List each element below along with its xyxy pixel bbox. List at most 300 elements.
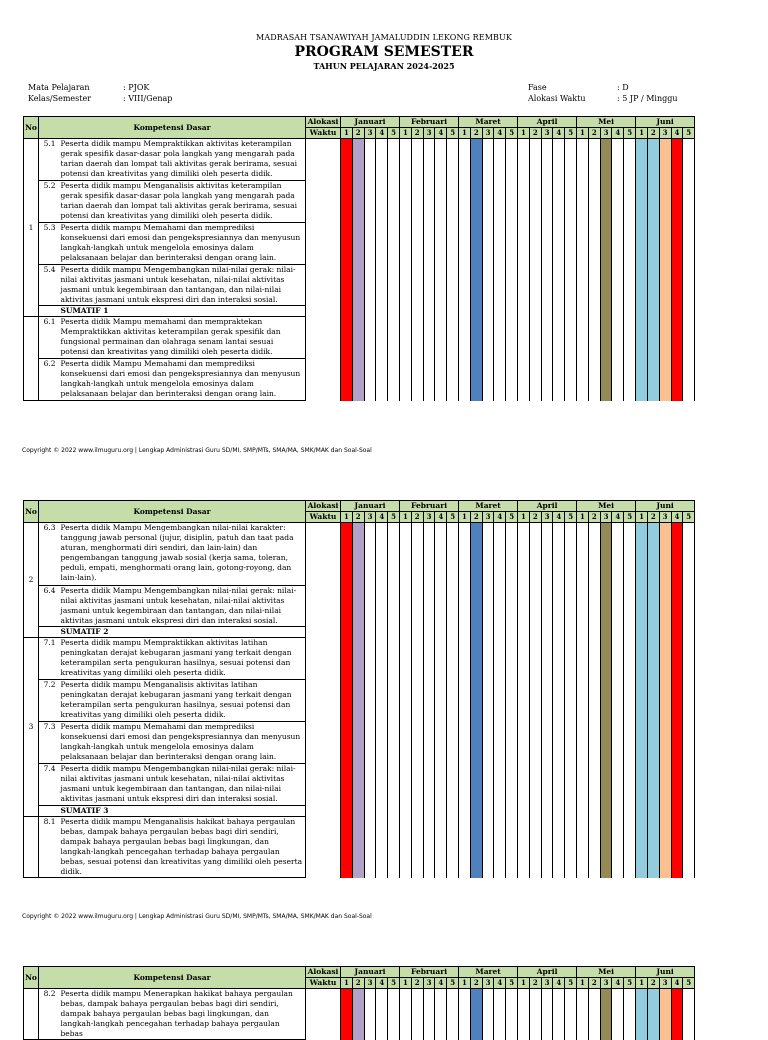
week-cell [388, 181, 400, 223]
week-cell [671, 638, 683, 680]
week-cell [423, 139, 435, 181]
week-cell [364, 989, 376, 1040]
week-cell [400, 359, 412, 401]
week-cell [671, 817, 683, 878]
week-cell [588, 586, 600, 627]
week-cell [341, 586, 353, 627]
week-cell [636, 586, 648, 627]
week-cell [518, 817, 530, 878]
week-cell [447, 523, 459, 586]
week-cell [470, 306, 482, 317]
week-cell [529, 817, 541, 878]
week-header: 1 [400, 512, 412, 523]
week-cell [352, 627, 364, 638]
week-header: 4 [494, 512, 506, 523]
week-header: 4 [376, 512, 388, 523]
week-cell [647, 586, 659, 627]
week-header: 3 [482, 512, 494, 523]
week-cell [376, 265, 388, 306]
week-header: 4 [494, 128, 506, 139]
week-cell [624, 638, 636, 680]
week-cell [376, 722, 388, 764]
week-cell [588, 722, 600, 764]
week-cell [352, 806, 364, 817]
competency-text: Peserta didik Mampu memahami dan mempraktekan Mempraktikkan aktivitas keterampilan gerak spesifik dan fungsional permainan dan olahraga senam lantai sesuai potensi dan kreativitas yang dimiliki oleh peserta didik. [59, 317, 306, 359]
week-cell [506, 638, 518, 680]
week-cell [494, 989, 506, 1040]
week-cell [565, 817, 577, 878]
week-cell [423, 181, 435, 223]
week-header: 1 [636, 512, 648, 523]
month-header: April [518, 501, 577, 512]
week-cell [671, 223, 683, 265]
week-cell [459, 139, 471, 181]
week-cell [683, 181, 695, 223]
week-cell [388, 306, 400, 317]
competency-code [39, 627, 59, 638]
week-cell [376, 359, 388, 401]
week-header: 3 [541, 512, 553, 523]
week-cell [659, 523, 671, 586]
week-cell [541, 306, 553, 317]
week-cell [341, 989, 353, 1040]
week-cell [482, 265, 494, 306]
week-cell [577, 317, 589, 359]
week-cell [671, 680, 683, 722]
week-header: 2 [352, 978, 364, 989]
time-label: Alokasi Waktu [528, 94, 586, 103]
week-cell [588, 181, 600, 223]
week-cell [388, 817, 400, 878]
week-cell [435, 523, 447, 586]
week-cell [565, 586, 577, 627]
week-cell [529, 317, 541, 359]
week-header: 3 [659, 512, 671, 523]
week-cell [447, 359, 459, 401]
week-cell [459, 223, 471, 265]
subject-label: Mata Pelajaran [28, 83, 90, 92]
week-cell [624, 317, 636, 359]
week-header: 5 [624, 512, 636, 523]
week-cell [577, 223, 589, 265]
week-cell [376, 139, 388, 181]
week-cell [411, 306, 423, 317]
week-header: 1 [518, 512, 530, 523]
week-header: 2 [647, 512, 659, 523]
week-cell [447, 627, 459, 638]
week-cell [683, 586, 695, 627]
week-cell [541, 586, 553, 627]
week-cell [341, 359, 353, 401]
week-cell [423, 359, 435, 401]
week-header: 3 [423, 128, 435, 139]
week-cell [659, 722, 671, 764]
competency-text: Peserta didik mampu Mengembangkan nilai-nilai gerak: nilai-nilai aktivitas jasmani untuk kesehatan, nilai-nilai aktivitas jasmani untuk kegembiraan dan tantangan, dan nilai-nilai aktivitas jasmani untuk ekspresi diri dan interaksi sosial. [59, 265, 306, 306]
row-number: 1 [24, 139, 39, 317]
week-cell [400, 586, 412, 627]
week-header: 1 [459, 978, 471, 989]
week-cell [612, 359, 624, 401]
competency-text: Peserta didik mampu Memahami dan memprediksi konsekuensi dari emosi dan pengekspresiannya dan menyusun langkah-langkah untuk mengelola emosinya dalam pelaksanaan belajar dan berinteraksi dengan orang lain. [59, 223, 306, 265]
competency-code: 7.4 [39, 764, 59, 806]
week-cell [636, 265, 648, 306]
week-cell [636, 627, 648, 638]
week-cell [494, 139, 506, 181]
week-cell [400, 806, 412, 817]
week-cell [659, 139, 671, 181]
row-number [24, 317, 39, 401]
week-cell [423, 722, 435, 764]
week-cell [388, 586, 400, 627]
week-header: 4 [553, 128, 565, 139]
week-cell [494, 317, 506, 359]
week-cell [388, 317, 400, 359]
no-header: No [24, 501, 39, 523]
week-header: 4 [553, 512, 565, 523]
week-cell [612, 680, 624, 722]
week-cell [470, 764, 482, 806]
week-cell [553, 586, 565, 627]
week-cell [671, 627, 683, 638]
week-cell [518, 306, 530, 317]
week-cell [647, 223, 659, 265]
week-header: 2 [411, 512, 423, 523]
week-cell [352, 817, 364, 878]
week-cell [435, 680, 447, 722]
allocation-cell [306, 223, 341, 265]
week-header: 5 [565, 978, 577, 989]
week-cell [494, 817, 506, 878]
week-cell [506, 817, 518, 878]
week-cell [553, 817, 565, 878]
week-cell [636, 680, 648, 722]
week-cell [553, 359, 565, 401]
week-cell [435, 586, 447, 627]
week-header: 5 [506, 128, 518, 139]
week-cell [376, 306, 388, 317]
week-cell [636, 989, 648, 1040]
week-cell [518, 317, 530, 359]
week-cell [400, 722, 412, 764]
week-cell [470, 359, 482, 401]
week-cell [553, 181, 565, 223]
competency-text: Peserta didik mampu Menganalisis hakikat bahaya pergaulan bebas, dampak bahaya pergaulan bebas bagi diri sendiri, dampak bahaya pergaulan bebas bagi lingkungan, dan langkah-langkah pencegahan terhadap bahaya pergaulan bebas, sesuai potensi dan kreativitas yang dimiliki oleh peserta didik. [59, 817, 306, 878]
week-cell [671, 359, 683, 401]
week-cell [411, 223, 423, 265]
week-cell [683, 989, 695, 1040]
week-cell [506, 989, 518, 1040]
month-header: April [518, 967, 577, 978]
week-cell [459, 722, 471, 764]
week-cell [494, 523, 506, 586]
week-cell [541, 265, 553, 306]
week-cell [435, 722, 447, 764]
week-cell [624, 817, 636, 878]
week-cell [529, 627, 541, 638]
week-cell [541, 638, 553, 680]
week-cell [647, 359, 659, 401]
week-header: 5 [683, 128, 695, 139]
week-cell [352, 638, 364, 680]
week-cell [447, 722, 459, 764]
week-cell [588, 806, 600, 817]
week-cell [600, 722, 612, 764]
week-header: 2 [470, 128, 482, 139]
week-cell [400, 317, 412, 359]
allocation-header: Alokasi [306, 117, 341, 128]
week-header: 2 [352, 128, 364, 139]
school-name: MADRASAH TSANAWIYAH JAMALUDDIN LEKONG REMBUK [256, 33, 512, 42]
week-cell [600, 523, 612, 586]
week-cell [482, 806, 494, 817]
week-header: 1 [636, 128, 648, 139]
week-header: 2 [647, 128, 659, 139]
allocation-cell [306, 265, 341, 306]
week-cell [341, 306, 353, 317]
competency-code: 5.1 [39, 139, 59, 181]
week-cell [411, 638, 423, 680]
week-cell [482, 989, 494, 1040]
month-header: Juni [636, 501, 695, 512]
week-cell [423, 523, 435, 586]
week-cell [506, 317, 518, 359]
week-cell [683, 638, 695, 680]
allocation-header: Alokasi [306, 967, 341, 978]
week-cell [447, 317, 459, 359]
week-cell [506, 806, 518, 817]
allocation-header: Alokasi [306, 501, 341, 512]
week-cell [577, 181, 589, 223]
week-cell [364, 722, 376, 764]
week-cell [565, 806, 577, 817]
week-header: 5 [683, 512, 695, 523]
week-cell [459, 317, 471, 359]
week-cell [459, 306, 471, 317]
allocation-cell [306, 181, 341, 223]
week-cell [647, 306, 659, 317]
allocation-cell [306, 764, 341, 806]
allocation-cell [306, 306, 341, 317]
allocation-cell [306, 627, 341, 638]
week-cell [411, 359, 423, 401]
week-cell [364, 317, 376, 359]
week-cell [470, 627, 482, 638]
competency-code [39, 306, 59, 317]
week-cell [459, 627, 471, 638]
week-cell [671, 806, 683, 817]
week-cell [388, 680, 400, 722]
competency-text: Peserta didik mampu Memahami dan memprediksi konsekuensi dari emosi dan pengekspresiannya dan menyusun langkah-langkah untuk mengelola emosinya dalam pelaksanaan belajar dan berinteraksi dengan orang lain. [59, 722, 306, 764]
week-header: 5 [447, 128, 459, 139]
week-cell [352, 722, 364, 764]
week-cell [459, 680, 471, 722]
week-cell [624, 306, 636, 317]
week-cell [423, 586, 435, 627]
week-cell [647, 638, 659, 680]
week-cell [671, 265, 683, 306]
week-cell [553, 722, 565, 764]
week-cell [565, 764, 577, 806]
week-cell [341, 722, 353, 764]
allocation-cell [306, 359, 341, 401]
week-cell [459, 638, 471, 680]
week-cell [411, 586, 423, 627]
week-cell [671, 523, 683, 586]
allocation-cell [306, 989, 341, 1040]
week-cell [494, 722, 506, 764]
week-cell [376, 627, 388, 638]
week-cell [624, 806, 636, 817]
allocation-cell [306, 317, 341, 359]
week-cell [423, 223, 435, 265]
week-header: 2 [588, 978, 600, 989]
week-header: 5 [624, 978, 636, 989]
week-cell [588, 680, 600, 722]
week-cell [612, 817, 624, 878]
week-cell [659, 627, 671, 638]
week-cell [447, 586, 459, 627]
week-cell [577, 764, 589, 806]
week-cell [659, 306, 671, 317]
week-cell [553, 523, 565, 586]
month-header: Februari [400, 501, 459, 512]
week-cell [647, 817, 659, 878]
week-cell [506, 223, 518, 265]
week-cell [482, 586, 494, 627]
row-number [24, 989, 39, 1040]
week-cell [376, 586, 388, 627]
week-cell [588, 638, 600, 680]
week-cell [459, 359, 471, 401]
week-cell [671, 317, 683, 359]
week-cell [341, 627, 353, 638]
competency-text: Peserta didik Mampu Mengembangkan nilai-nilai gerak: nilai-nilai aktivitas jasmani untuk kesehatan, nilai-nilai aktivitas jasmani untuk kegembiraan dan tantangan, dan nilai-nilai aktivitas jasmani untuk ekspresi diri dan interaksi sosial. [59, 586, 306, 627]
competency-text: Peserta didik mampu Menganalisis aktivitas keterampilan gerak spesifik dasar-dasar pola langkah yang mengarah pada tarian daerah dan lompat tali aktivitas gerak berirama, sesuai potensi dan kreativitas yang dimiliki oleh peserta didik. [59, 181, 306, 223]
summative-label: SUMATIF 2 [59, 627, 306, 638]
week-cell [518, 764, 530, 806]
week-cell [600, 680, 612, 722]
week-cell [624, 586, 636, 627]
week-cell [529, 139, 541, 181]
row-number: 3 [24, 638, 39, 817]
week-header: 4 [612, 512, 624, 523]
week-cell [612, 586, 624, 627]
week-cell [470, 722, 482, 764]
allocation-cell [306, 586, 341, 627]
week-header: 1 [400, 978, 412, 989]
week-cell [577, 523, 589, 586]
week-header: 4 [671, 978, 683, 989]
week-cell [565, 638, 577, 680]
row-number [24, 817, 39, 878]
week-cell [388, 359, 400, 401]
week-cell [388, 806, 400, 817]
week-cell [341, 817, 353, 878]
week-header: 1 [577, 512, 589, 523]
week-cell [352, 317, 364, 359]
week-cell [659, 181, 671, 223]
week-cell [647, 989, 659, 1040]
week-cell [352, 764, 364, 806]
week-cell [376, 680, 388, 722]
week-cell [600, 638, 612, 680]
week-cell [600, 989, 612, 1040]
week-cell [647, 764, 659, 806]
week-header: 3 [364, 512, 376, 523]
competency-code: 5.3 [39, 223, 59, 265]
week-cell [411, 523, 423, 586]
week-cell [400, 306, 412, 317]
week-header: 1 [636, 978, 648, 989]
week-cell [400, 265, 412, 306]
week-header: 3 [482, 978, 494, 989]
competency-text: Peserta didik mampu Menganalisis aktivitas latihan peningkatan derajat kebugaran jasmani yang terkait dengan keterampilan serta pengukuran hasilnya, sesuai potensi dan kreativitas yang dimiliki oleh peserta didik. [59, 680, 306, 722]
phase-value: : D [617, 83, 629, 92]
competency-code: 8.1 [39, 817, 59, 878]
week-cell [400, 680, 412, 722]
week-cell [553, 265, 565, 306]
week-cell [470, 223, 482, 265]
week-cell [447, 223, 459, 265]
week-cell [388, 989, 400, 1040]
week-cell [447, 989, 459, 1040]
week-cell [494, 359, 506, 401]
week-cell [683, 139, 695, 181]
week-cell [647, 627, 659, 638]
week-cell [565, 359, 577, 401]
week-cell [612, 317, 624, 359]
week-cell [435, 764, 447, 806]
week-cell [683, 806, 695, 817]
week-cell [364, 139, 376, 181]
week-cell [671, 139, 683, 181]
week-cell [341, 806, 353, 817]
week-cell [624, 764, 636, 806]
schedule-table-3 [23, 966, 694, 1040]
week-cell [494, 638, 506, 680]
allocation-header-2: Waktu [306, 512, 341, 523]
week-cell [683, 523, 695, 586]
week-cell [411, 806, 423, 817]
week-cell [482, 223, 494, 265]
week-cell [671, 989, 683, 1040]
week-header: 4 [376, 128, 388, 139]
week-header: 1 [341, 978, 353, 989]
week-header: 4 [435, 978, 447, 989]
week-header: 1 [341, 512, 353, 523]
week-cell [364, 817, 376, 878]
week-header: 5 [388, 128, 400, 139]
week-cell [659, 680, 671, 722]
week-cell [352, 680, 364, 722]
week-cell [647, 806, 659, 817]
week-cell [624, 523, 636, 586]
week-cell [482, 627, 494, 638]
week-cell [624, 680, 636, 722]
week-cell [494, 223, 506, 265]
week-header: 4 [376, 978, 388, 989]
allocation-cell [306, 722, 341, 764]
week-cell [636, 317, 648, 359]
week-cell [341, 181, 353, 223]
schedule-table-1 [23, 116, 694, 401]
week-cell [541, 627, 553, 638]
week-cell [400, 181, 412, 223]
class-label: Kelas/Semester [28, 94, 92, 103]
week-cell [447, 139, 459, 181]
week-cell [341, 764, 353, 806]
week-cell [518, 139, 530, 181]
